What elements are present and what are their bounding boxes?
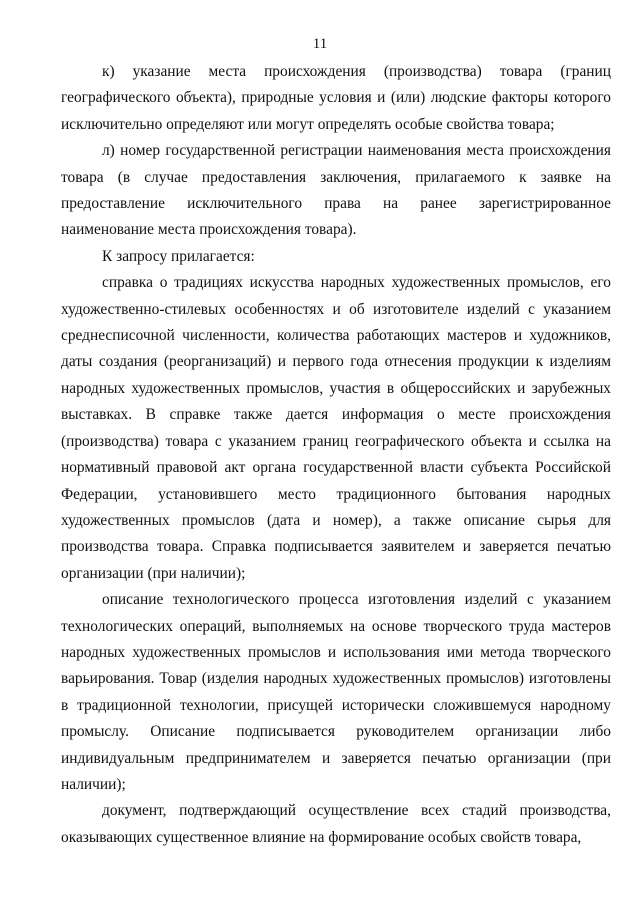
paragraph-attachments-heading: К запросу прилагается:	[102, 247, 255, 265]
paragraph-reference-certificate: справка о традициях искусства народных художественных промыслов, его художественно-стилевых особенностях и об изготовителе изделий с указанием среднесписочной численности, количества работающих мастеров и художников, даты создания (реорганизаций) и первого года отнесения продукции к изделиям народных художественных промыслов, участия в общероссийских и зарубежных выставках. В справке также дается информация о месте происхождения (производства) товара с указанием границ географического объекта и ссылка на нормативный правовой акт органа государственной власти субъекта Российской Федерации, установившего место традиционного бытования народных художественных промыслов (дата и номер), а также описание сырья для производства товара. Справка подписывается заявителем и заверяется печатью организации (при наличии);	[61, 274, 611, 582]
page-number: 11	[312, 36, 328, 52]
paragraph-item-k: к) указание места происхождения (производства) товара (границ географического объекта), природные условия и (или) людские факторы которого исключительно определяют или могут определять особые свойства товара;	[61, 63, 611, 133]
paragraph-production-document: документ, подтверждающий осуществление всех стадий производства, оказывающих существенное влияние на формирование особых свойств товара,	[61, 802, 611, 846]
document-body	[61, 59, 611, 851]
paragraph-technology-description: описание технологического процесса изготовления изделий с указанием технологических операций, выполняемых на основе творческого труда мастеров народных художественных промыслов и использования ими метода творческого варьирования. Товар (изделия народных художественных промыслов) изготовлены в традиционной технологии, присущей исторически сложившемуся народному промыслу. Описание подписывается руководителем организации либо индивидуальным предпринимателем и заверяется печатью организации (при наличии);	[61, 591, 611, 793]
paragraph-item-l: л) номер государственной регистрации наименования места происхождения товара (в случае предоставления заключения, прилагаемого к заявке на предоставление исключительного права на ранее зарегистрированное наименование места происхождения товара).	[61, 142, 611, 239]
